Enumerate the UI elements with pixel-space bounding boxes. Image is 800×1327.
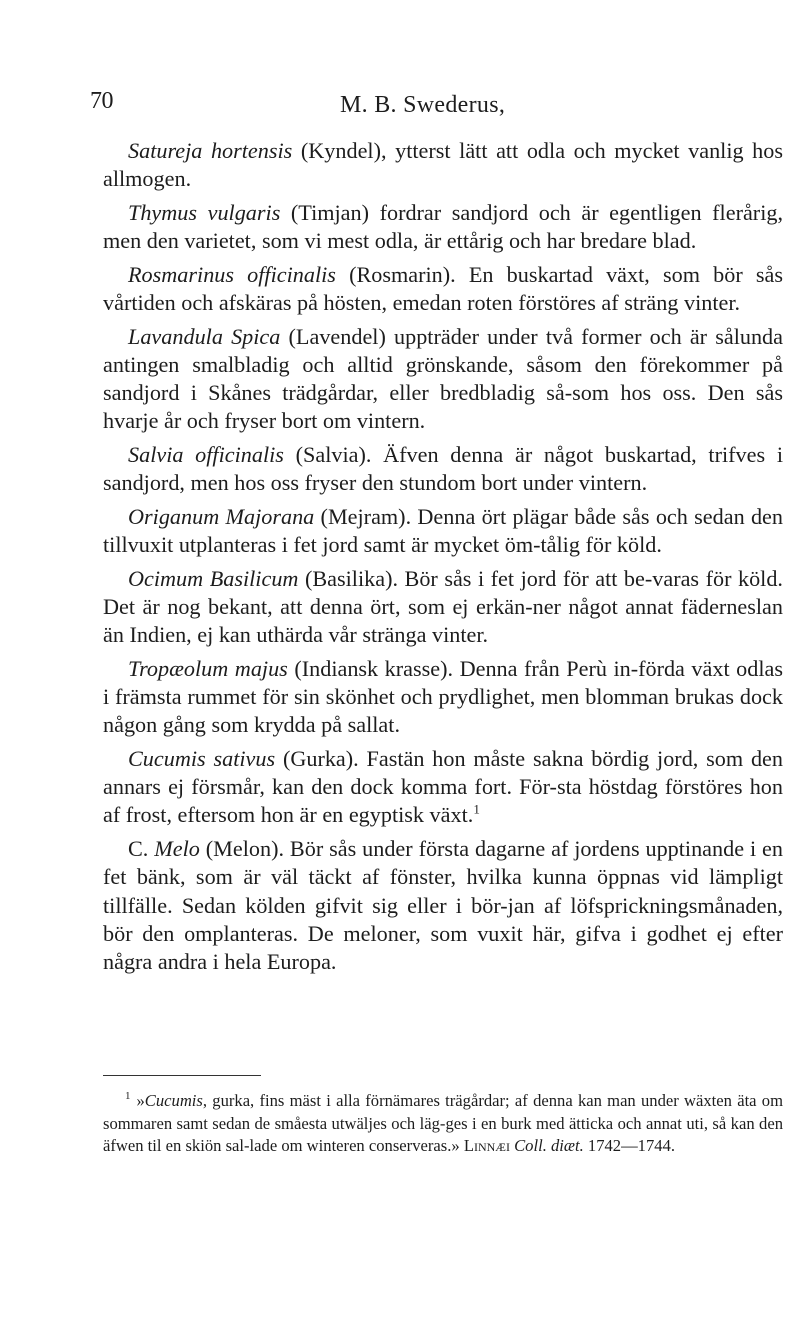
- paragraph-text: (Melon). Bör sås under första dagarne af jordens upptinande i en fet bänk, som är väl täckt af fönster, hvilka kunna öppnas vid lämpligt tillfälle. Sedan kölden gifvit sig eller i bör-jan af löfsprickningsmånaden, bör den omplanteras. De meloner, som vuxit här, gifva i godhet ej efter några andra i hela Europa.: [103, 836, 783, 974]
- paragraph-origanum: [103, 503, 783, 559]
- paragraph-text: (Lavendel) uppträder under två former och är sålunda antingen smalbladig och alltid grönskande, såsom den förekommer på sandjord i Skånes trädgårdar, eller bredbladig så-som hos oss. Den sås hvarje år och fryser bort om vintern.: [103, 323, 783, 434]
- page-number: 70: [90, 88, 113, 114]
- paragraph-text: (Indiansk krasse). Denna från Perù in-förda växt odlas i främsta rummet för sin skönhet och prydlighet, men blomman brukas dock någon gång som krydda på sallat.: [103, 655, 783, 738]
- footnote-open-quote: »: [136, 1091, 145, 1110]
- footnote-author: Linnæi: [463, 1136, 510, 1155]
- body-text: [103, 137, 783, 982]
- running-head: [0, 88, 800, 122]
- paragraph-thymus: [103, 199, 783, 255]
- latin-name: Satureja hortensis: [128, 138, 293, 163]
- paragraph-text: (Mejram). Denna ört plägar både sås och sedan den tillvuxit utplanteras i fet jord samt är mycket öm-tålig för köld.: [103, 503, 783, 558]
- paragraph-melo: [103, 835, 783, 976]
- paragraph-tropaeolum: [103, 655, 783, 740]
- paragraph-salvia: [103, 441, 783, 497]
- footnote-text: , gurka, fins mäst i alla förnämares trägårdar; af denna kan man under wäxten äta om sommaren samt sedan de småesta utwäljes och läg-ges i en burk med ätticka och annat uti, så kan den äfwen til en skiön sal-lade om winteren conserveras.»: [103, 1091, 783, 1155]
- latin-name: Thymus vulgaris: [128, 199, 281, 225]
- latin-name: Tropæolum majus: [128, 655, 288, 681]
- footnote-divider: [103, 1075, 261, 1076]
- paragraph-text: (Rosmarin). En buskartad växt, som bör sås vårtiden och afskäras på hösten, emedan roten förstöres af sträng vinter.: [103, 261, 783, 316]
- paragraph-prefix: C.: [128, 836, 155, 862]
- latin-name: Origanum Majorana: [128, 503, 315, 529]
- running-title: M. B. Swederus,: [340, 92, 506, 118]
- paragraph-text: (Gurka). Fastän hon måste sakna bördig jord, som den annars ej försmår, kan den dock komma fort. För-sta höstdag förstöres hon af frost, eftersom hon är en egyptisk växt.: [103, 746, 783, 828]
- latin-name: Melo: [154, 836, 200, 862]
- footnote-marker: 1: [125, 1090, 131, 1103]
- footnote-years: 1742—1744.: [587, 1136, 676, 1155]
- paragraph-cucumis: [103, 745, 783, 830]
- paragraph-text: (Timjan) fordrar sandjord och är egentligen flerårig, men den varietet, som vi mest odla, är ettårig och har bredare blad.: [103, 199, 783, 254]
- latin-name: Rosmarinus officinalis: [128, 261, 336, 287]
- paragraph-text: (Kyndel), ytterst lätt att odla och mycket vanlig hos allmogen.: [103, 138, 783, 192]
- paragraph-rosmarinus: [103, 261, 783, 317]
- latin-name: Lavandula Spica: [128, 323, 281, 349]
- paragraph-ocimum: [103, 565, 783, 650]
- paragraph-lavandula: [103, 323, 783, 436]
- latin-name: Salvia officinalis: [128, 442, 284, 468]
- paragraph-satureja: [103, 137, 783, 193]
- footnote: [103, 1090, 783, 1158]
- footnote-work: Coll. diæt.: [514, 1136, 584, 1155]
- paragraph-text: (Basilika). Bör sås i fet jord för att be-varas för köld. Det är nog bekant, att denna ört, som ej erkän-ner något annat fäderneslan än Indien, ej kan uthärda vår stränga vinter.: [103, 565, 783, 648]
- paragraph-text: (Salvia). Äfven denna är något buskartad, trifves i sandjord, men hos oss fryser den stundom bort under vintern.: [103, 442, 783, 496]
- latin-name: Ocimum Basilicum: [128, 565, 299, 591]
- latin-name: Cucumis sativus: [128, 746, 276, 772]
- footnote-reference[interactable]: 1: [473, 802, 480, 818]
- footnote-latin-name: Cucumis: [144, 1091, 203, 1110]
